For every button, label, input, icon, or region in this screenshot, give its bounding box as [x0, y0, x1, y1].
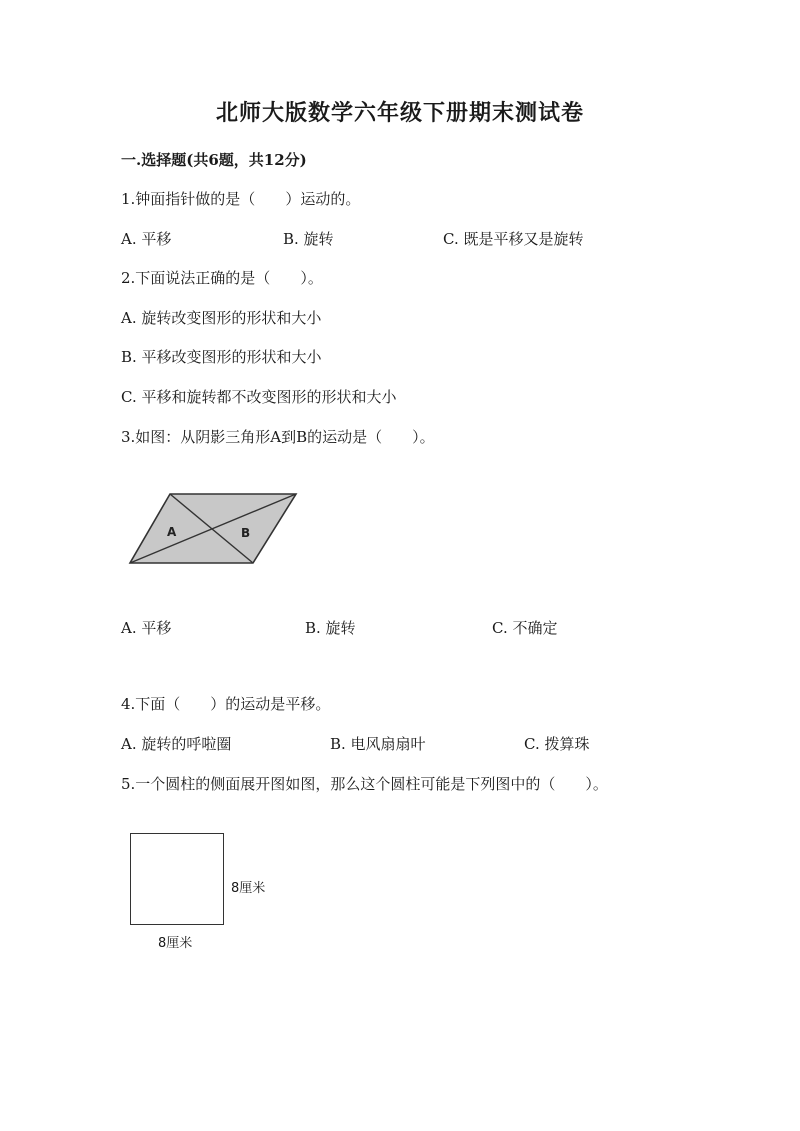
q3-option-c[interactable]: C. 不确定: [492, 619, 558, 637]
parallelogram-figure: [120, 485, 310, 575]
q4-option-a[interactable]: A. 旋转的呼啦圈: [121, 735, 232, 753]
bottom-length-label: 8厘米: [158, 936, 193, 951]
q4-option-b[interactable]: B. 电风扇扇叶: [330, 735, 426, 753]
q2-option-a[interactable]: A. 旋转改变图形的形状和大小: [121, 309, 322, 327]
question-4: 4.下面（ ）的运动是平移。: [121, 695, 331, 713]
q2-option-b[interactable]: B. 平移改变图形的形状和大小: [121, 348, 322, 366]
side-length-label: 8厘米: [231, 881, 266, 896]
square-net-figure: [130, 833, 224, 925]
question-1: 1.钟面指针做的是（ ）运动的。: [121, 190, 361, 208]
question-5: 5.一个圆柱的侧面展开图如图，那么这个圆柱可能是下列图中的（ ）。: [121, 775, 608, 793]
section-heading: 一.选择题(共6题，共12分): [121, 151, 307, 169]
q1-option-a[interactable]: A. 平移: [121, 230, 172, 248]
question-3: 3.如图：从阴影三角形A到B的运动是（ ）。: [121, 428, 435, 446]
q3-option-b[interactable]: B. 旋转: [305, 619, 356, 637]
page-title: 北师大版数学六年级下册期末测试卷: [215, 100, 584, 126]
label-b: B: [241, 526, 251, 540]
q3-option-a[interactable]: A. 平移: [121, 619, 172, 637]
q4-option-c[interactable]: C. 拨算珠: [524, 735, 590, 753]
label-a: A: [167, 525, 177, 539]
q1-option-c[interactable]: C. 既是平移又是旋转: [443, 230, 584, 248]
question-2: 2.下面说法正确的是（ ）。: [121, 269, 323, 287]
q2-option-c[interactable]: C. 平移和旋转都不改变图形的形状和大小: [121, 388, 397, 406]
q1-option-b[interactable]: B. 旋转: [283, 230, 334, 248]
